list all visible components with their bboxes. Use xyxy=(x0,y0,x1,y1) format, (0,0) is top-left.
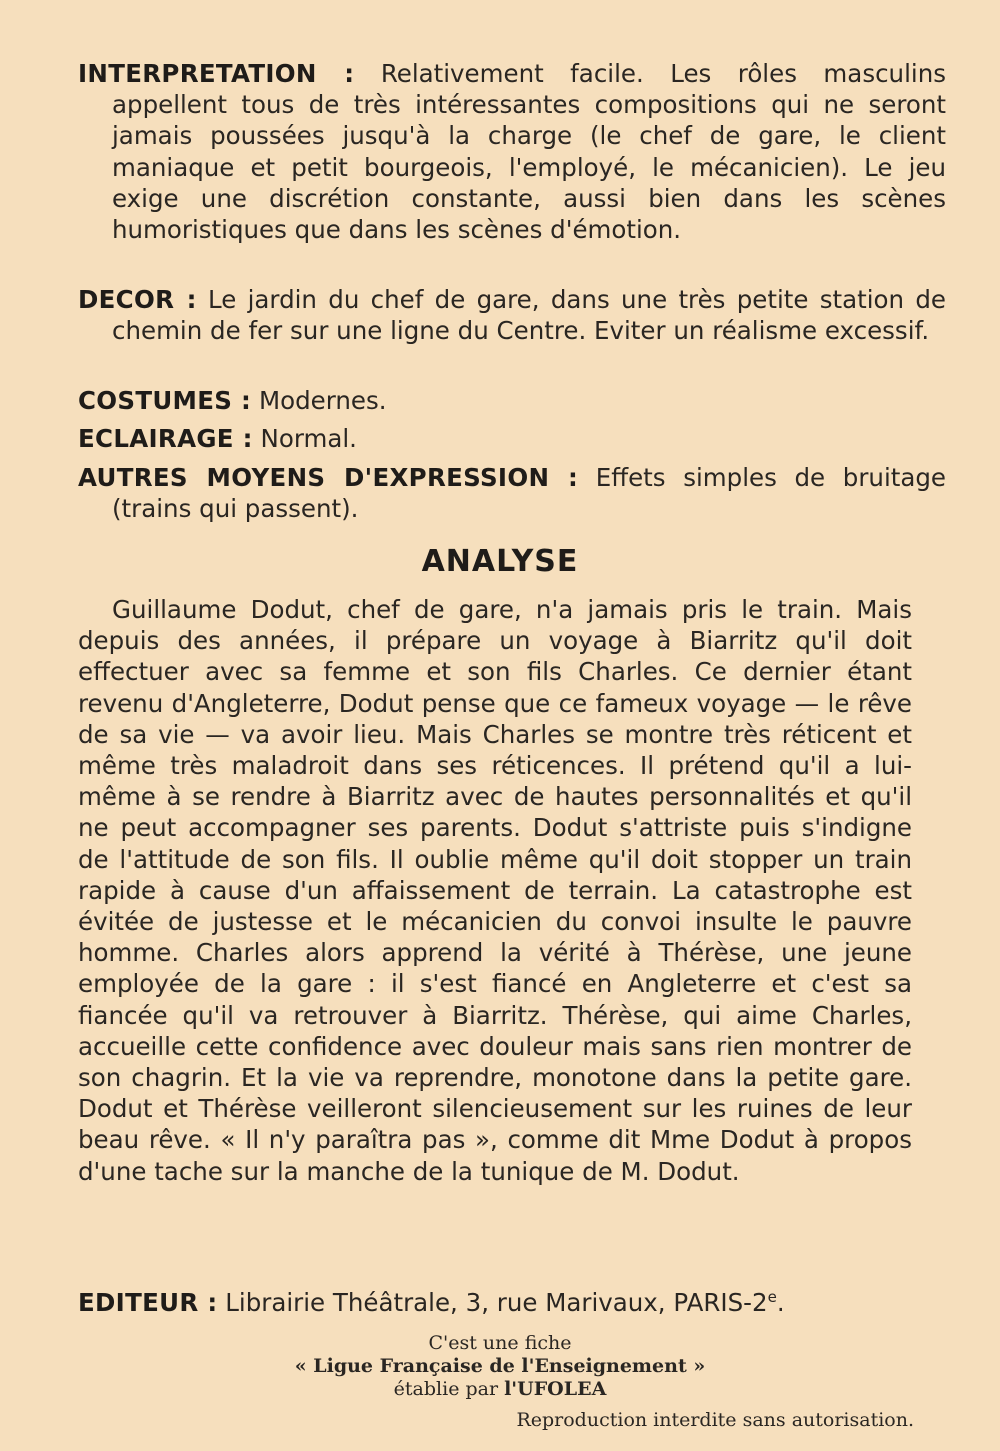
field-text-eclairage: Normal. xyxy=(260,424,357,453)
field-eclairage xyxy=(78,423,946,454)
field-text-costumes: Modernes. xyxy=(258,386,387,415)
field-autres-moyens xyxy=(78,462,946,524)
section-heading-analyse: ANALYSE xyxy=(421,544,579,579)
footer-line-2 xyxy=(0,1355,1000,1378)
reproduction-notice: Reproduction interdite sans autorisation. xyxy=(516,1409,914,1431)
field-decor xyxy=(78,284,946,346)
footer-line-3-org: l'UFOLEA xyxy=(504,1378,607,1400)
field-label-costumes: COSTUMES : xyxy=(78,386,252,415)
analyse-paragraph: Guillaume Dodut, chef de gare, n'a jamais pris le train. Mais depuis des années, il prépare un voyage à Biarritz qu'il doit effectuer avec sa femme et son fils Charles. Ce dernier étant revenu d'Angleterre, Dodut pense que ce fameux voyage — le rêve de sa vie — va avoir lieu. Mais Charles se montre très réticent et même très maladroit dans ses réticences. Il prétend qu'il a lui-même à se rendre à Biarritz avec de hautes personnalités et qu'il ne peut accompagner ses parents. Dodut s'attriste puis s'indigne de l'attitude de son fils. Il oublie même qu'il doit stopper un train rapide à cause d'un affaissement de terrain. La catastrophe est évitée de justesse et le mécanicien du convoi insulte le pauvre homme. Charles alors apprend la vérité à Thérèse, une jeune employée de la gare : il s'est fiancé en Angleterre et c'est sa fiancée qu'il va retrouver à Biarritz. Thérèse, qui aime Charles, accueille cette confidence avec douleur mais sans rien montrer de son chagrin. Et la vie va reprendre, monotone dans la petite gare. Dodut et Thérèse veilleront silencieusement sur les ruines de leur beau rêve. « Il n'y paraîtra pas », comme dit Mme Dodut à propos d'une tache sur la manche de la tunique de M. Dodut. xyxy=(78,595,912,1186)
footer-line-3 xyxy=(0,1378,1000,1401)
field-label-decor: DECOR : xyxy=(78,285,197,314)
footer-line-1: C'est une fiche xyxy=(428,1332,572,1354)
footer-organisation: « Ligue Française de l'Enseignement » xyxy=(294,1355,706,1377)
field-label-autres-moyens: AUTRES MOYENS D'EXPRESSION : xyxy=(78,463,579,492)
footer-line-3-prefix: établie par xyxy=(393,1378,505,1400)
editeur-superscript: e xyxy=(767,1287,777,1306)
field-costumes xyxy=(78,385,946,416)
field-interpretation xyxy=(78,58,946,245)
field-text-editeur: Librairie Théâtrale, 3, rue Marivaux, PARIS-2 xyxy=(225,1288,768,1317)
field-text-interpretation: Relativement facile. Les rôles masculins appellent tous de très intéressantes compositions qui ne seront jamais poussées jusqu'à la charge (le chef de gare, le client maniaque et petit bourgeois, l'employé, le mécanicien). Le jeu exige une discrétion constante, aussi bien dans les scènes humoristiques que dans les scènes d'émotion. xyxy=(112,59,946,245)
field-label-editeur: EDITEUR : xyxy=(78,1288,218,1317)
field-editeur xyxy=(78,1287,946,1318)
field-text-autres-moyens: Effets simples de bruitage (trains qui passent). xyxy=(112,463,946,524)
field-label-eclairage: ECLAIRAGE : xyxy=(78,424,253,453)
editeur-end: . xyxy=(776,1288,785,1317)
field-label-interpretation: INTERPRETATION : xyxy=(78,59,355,88)
field-text-decor: Le jardin du chef de gare, dans une très petite station de chemin de fer sur une ligne du Centre. Eviter un réalisme excessif. xyxy=(112,285,946,346)
